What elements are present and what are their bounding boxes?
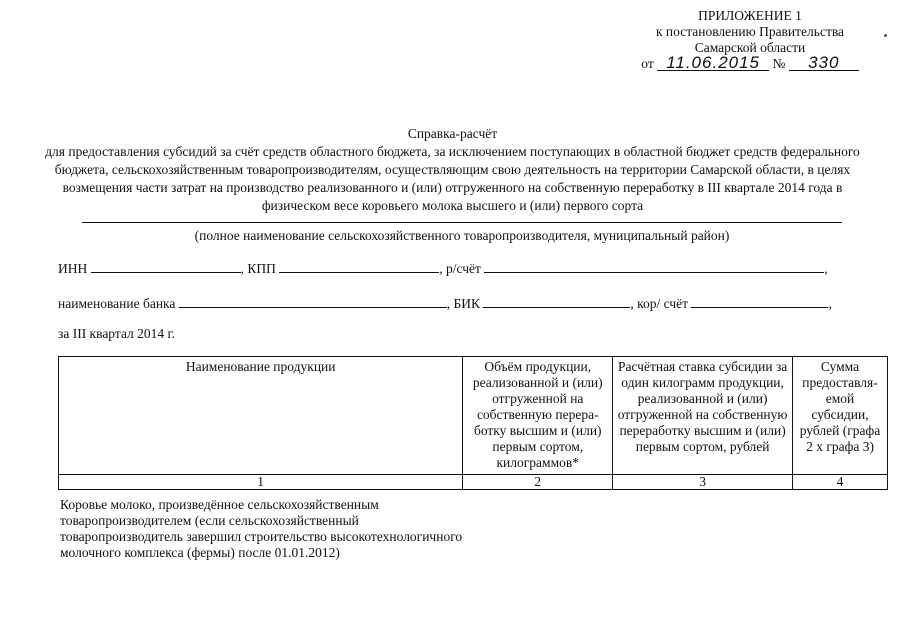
column-number: 4 xyxy=(793,475,888,490)
table-header-row xyxy=(59,357,888,475)
appendix-title: ПРИЛОЖЕНИЕ 1 xyxy=(698,8,802,23)
kpp-label: , КПП xyxy=(240,261,276,276)
handwritten-date: 11.06.2015 xyxy=(657,56,769,71)
column-number: 2 xyxy=(463,475,613,490)
scan-speck xyxy=(884,34,887,37)
subsidy-table xyxy=(58,356,888,490)
kpp-field[interactable] xyxy=(279,260,439,273)
header-rate: Расчётная ставка субсидии за один килограмм продукции, реализованной и (или) отгруженной на собственную переработку высшим и (или) первым сортом, рублей xyxy=(613,357,793,475)
document-title: Справка-расчёт xyxy=(407,126,498,141)
corr-account-label: , кор/ счёт xyxy=(630,296,689,311)
bik-label: , БИК xyxy=(446,296,481,311)
period-text: за III квартал 2014 г. xyxy=(58,326,175,341)
inn-kpp-row xyxy=(58,260,828,277)
bank-row xyxy=(58,295,832,312)
inn-label: ИНН xyxy=(58,261,88,276)
producer-name-line xyxy=(82,222,842,223)
product-row-text: Коровье молоко, произведённое сельскохозяйственным товаропроизводителем (если сельскохозяйственный товаропроизводитель завершил строительство высокотехнологичного молочного комплекса (фермы) после 01.01.2012) xyxy=(60,497,463,560)
column-number: 3 xyxy=(613,475,793,490)
bank-label: наименование банка xyxy=(58,296,176,311)
appendix-line1: к постановлению Правительства xyxy=(655,24,845,39)
appendix-block xyxy=(600,8,900,72)
number-prefix: № xyxy=(772,56,786,71)
account-field[interactable] xyxy=(484,260,824,273)
header-product-name: Наименование продукции xyxy=(59,357,463,475)
handwritten-number: 330 xyxy=(789,56,859,71)
producer-caption: (полное наименование сельскохозяйственного товаропроизводителя, муниципальный район) xyxy=(194,228,730,243)
document-heading xyxy=(40,125,865,215)
header-volume: Объём продукции, реализованной и (или) отгруженной на собственную перера-ботку высшим и (или) первым сортом, килограммов* xyxy=(463,357,613,475)
row2-comma: , xyxy=(828,296,832,311)
appendix-line2: Самарской области xyxy=(694,40,806,55)
bik-field[interactable] xyxy=(483,295,630,308)
corr-account-field[interactable] xyxy=(691,295,828,308)
account-label: , р/счёт xyxy=(439,261,481,276)
document-description: для предоставления субсидий за счёт средств областного бюджета, за исключением поступающих в областной бюджет средств федерального бюджета, сельскохозяйственным товаропроизводителям, осуществляющим свою деятельность на территории Самарской области, в целях возмещения части затрат на производство реализованного и (или) отгруженного на собственную переработку в III квартале 2014 года в физическом весе коровьего молока высшего и (или) первого сорта xyxy=(45,144,860,213)
column-number: 1 xyxy=(59,475,463,490)
table-number-row xyxy=(59,475,888,490)
row1-comma: , xyxy=(824,261,828,276)
bank-field[interactable] xyxy=(179,295,447,308)
header-amount: Сумма предоставля-емой субсидии, рублей (графа 2 х графа 3) xyxy=(793,357,888,475)
appendix-date-line xyxy=(600,53,900,72)
inn-field[interactable] xyxy=(91,260,241,273)
date-prefix: от xyxy=(641,56,654,71)
